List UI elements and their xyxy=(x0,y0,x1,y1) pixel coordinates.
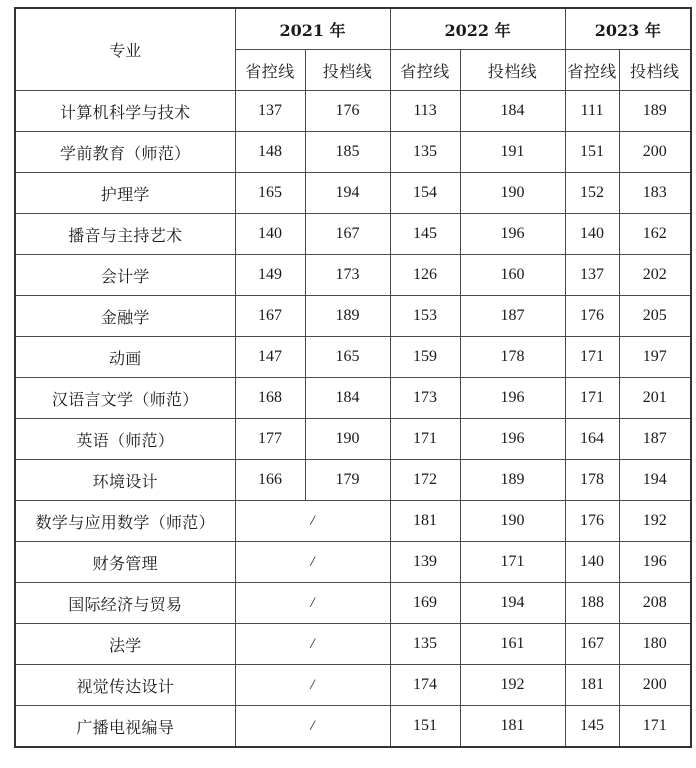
control-line-2022-cell: 135 xyxy=(390,624,460,665)
admission-line-2021-cell: 184 xyxy=(305,378,390,419)
control-line-2023-cell: 188 xyxy=(565,583,619,624)
admission-line-2022-cell: 161 xyxy=(460,624,565,665)
control-line-2023-cell: 140 xyxy=(565,214,619,255)
major-name-cell: 会计学 xyxy=(15,255,235,296)
no-data-2021-cell: / xyxy=(235,665,390,706)
control-line-2021-cell: 165 xyxy=(235,173,305,214)
admission-line-2023-cell: 208 xyxy=(619,583,691,624)
admission-line-2021-cell: 173 xyxy=(305,255,390,296)
control-line-2022-cell: 171 xyxy=(390,419,460,460)
table-row xyxy=(15,91,691,132)
major-name-cell: 播音与主持艺术 xyxy=(15,214,235,255)
no-data-2021-cell: / xyxy=(235,624,390,665)
admission-line-2022-cell: 190 xyxy=(460,173,565,214)
year-2023-header: 2023 年 xyxy=(565,8,691,50)
table-row xyxy=(15,665,691,706)
admission-line-2023-cell: 196 xyxy=(619,542,691,583)
control-line-2023-cell: 181 xyxy=(565,665,619,706)
control-line-2023-cell: 178 xyxy=(565,460,619,501)
control-line-2022-cell: 169 xyxy=(390,583,460,624)
major-name-cell: 动画 xyxy=(15,337,235,378)
admission-line-2022-cell: 181 xyxy=(460,706,565,748)
admission-line-2023-cell: 187 xyxy=(619,419,691,460)
control-line-2022-cell: 159 xyxy=(390,337,460,378)
no-data-2021-cell: / xyxy=(235,583,390,624)
admission-line-2023-cell: 171 xyxy=(619,706,691,748)
admission-line-2022-cell: 196 xyxy=(460,378,565,419)
control-line-2023-cell: 164 xyxy=(565,419,619,460)
admission-line-2023-cell: 192 xyxy=(619,501,691,542)
no-data-2021-cell: / xyxy=(235,706,390,748)
admission-line-2023-cell: 194 xyxy=(619,460,691,501)
admission-line-2023-cell: 180 xyxy=(619,624,691,665)
year-2022-header: 2022 年 xyxy=(390,8,565,50)
control-line-header-2023: 省控线 xyxy=(565,50,619,91)
admission-line-2022-cell: 189 xyxy=(460,460,565,501)
admission-line-2022-cell: 184 xyxy=(460,91,565,132)
admission-scores-table-wrap xyxy=(14,7,690,748)
control-line-2023-cell: 171 xyxy=(565,337,619,378)
major-name-cell: 英语（师范） xyxy=(15,419,235,460)
admission-line-2023-cell: 162 xyxy=(619,214,691,255)
control-line-2021-cell: 168 xyxy=(235,378,305,419)
table-row xyxy=(15,706,691,748)
control-line-2023-cell: 176 xyxy=(565,501,619,542)
control-line-2021-cell: 166 xyxy=(235,460,305,501)
admission-line-2022-cell: 192 xyxy=(460,665,565,706)
control-line-2022-cell: 113 xyxy=(390,91,460,132)
admission-line-header-2023: 投档线 xyxy=(619,50,691,91)
control-line-2023-cell: 111 xyxy=(565,91,619,132)
major-name-cell: 视觉传达设计 xyxy=(15,665,235,706)
table-row xyxy=(15,501,691,542)
no-data-2021-cell: / xyxy=(235,501,390,542)
control-line-2022-cell: 151 xyxy=(390,706,460,748)
year-2021-header: 2021 年 xyxy=(235,8,390,50)
major-column-header: 专业 xyxy=(15,8,235,91)
major-name-cell: 数学与应用数学（师范） xyxy=(15,501,235,542)
admission-line-2021-cell: 176 xyxy=(305,91,390,132)
admission-line-2022-cell: 160 xyxy=(460,255,565,296)
admission-line-2022-cell: 196 xyxy=(460,419,565,460)
admission-line-2022-cell: 190 xyxy=(460,501,565,542)
control-line-2022-cell: 145 xyxy=(390,214,460,255)
control-line-header-2021: 省控线 xyxy=(235,50,305,91)
admission-line-2023-cell: 197 xyxy=(619,337,691,378)
control-line-2022-cell: 154 xyxy=(390,173,460,214)
admission-scores-table xyxy=(14,7,692,748)
admission-line-header-2022: 投档线 xyxy=(460,50,565,91)
control-line-2022-cell: 153 xyxy=(390,296,460,337)
control-line-2022-cell: 173 xyxy=(390,378,460,419)
admission-line-2021-cell: 185 xyxy=(305,132,390,173)
admission-line-2022-cell: 178 xyxy=(460,337,565,378)
control-line-2021-cell: 177 xyxy=(235,419,305,460)
control-line-2023-cell: 171 xyxy=(565,378,619,419)
major-name-cell: 广播电视编导 xyxy=(15,706,235,748)
control-line-2022-cell: 135 xyxy=(390,132,460,173)
admission-line-2022-cell: 171 xyxy=(460,542,565,583)
table-row xyxy=(15,296,691,337)
admission-line-header-2021: 投档线 xyxy=(305,50,390,91)
control-line-2023-cell: 151 xyxy=(565,132,619,173)
table-row xyxy=(15,419,691,460)
table-row xyxy=(15,583,691,624)
control-line-2021-cell: 149 xyxy=(235,255,305,296)
admission-line-2022-cell: 194 xyxy=(460,583,565,624)
control-line-header-2022: 省控线 xyxy=(390,50,460,91)
table-row xyxy=(15,214,691,255)
major-name-cell: 学前教育（师范） xyxy=(15,132,235,173)
control-line-2022-cell: 172 xyxy=(390,460,460,501)
admission-line-2021-cell: 165 xyxy=(305,337,390,378)
table-row xyxy=(15,255,691,296)
control-line-2022-cell: 139 xyxy=(390,542,460,583)
admission-line-2023-cell: 183 xyxy=(619,173,691,214)
admission-line-2023-cell: 189 xyxy=(619,91,691,132)
control-line-2021-cell: 137 xyxy=(235,91,305,132)
admission-line-2023-cell: 202 xyxy=(619,255,691,296)
admission-line-2023-cell: 201 xyxy=(619,378,691,419)
control-line-2021-cell: 167 xyxy=(235,296,305,337)
major-name-cell: 计算机科学与技术 xyxy=(15,91,235,132)
table-row xyxy=(15,378,691,419)
control-line-2021-cell: 147 xyxy=(235,337,305,378)
admission-line-2023-cell: 200 xyxy=(619,132,691,173)
admission-line-2021-cell: 189 xyxy=(305,296,390,337)
control-line-2021-cell: 140 xyxy=(235,214,305,255)
control-line-2023-cell: 152 xyxy=(565,173,619,214)
admission-line-2022-cell: 191 xyxy=(460,132,565,173)
control-line-2023-cell: 145 xyxy=(565,706,619,748)
admission-line-2022-cell: 187 xyxy=(460,296,565,337)
control-line-2023-cell: 137 xyxy=(565,255,619,296)
control-line-2022-cell: 126 xyxy=(390,255,460,296)
table-body xyxy=(15,91,691,748)
control-line-2023-cell: 140 xyxy=(565,542,619,583)
table-row xyxy=(15,173,691,214)
table-row xyxy=(15,132,691,173)
major-name-cell: 金融学 xyxy=(15,296,235,337)
no-data-2021-cell: / xyxy=(235,542,390,583)
control-line-2022-cell: 181 xyxy=(390,501,460,542)
admission-line-2021-cell: 179 xyxy=(305,460,390,501)
major-name-cell: 汉语言文学（师范） xyxy=(15,378,235,419)
admission-line-2022-cell: 196 xyxy=(460,214,565,255)
table-row xyxy=(15,624,691,665)
major-name-cell: 护理学 xyxy=(15,173,235,214)
control-line-2021-cell: 148 xyxy=(235,132,305,173)
table-row xyxy=(15,542,691,583)
table-row xyxy=(15,460,691,501)
admission-line-2023-cell: 205 xyxy=(619,296,691,337)
control-line-2023-cell: 176 xyxy=(565,296,619,337)
control-line-2023-cell: 167 xyxy=(565,624,619,665)
major-name-cell: 财务管理 xyxy=(15,542,235,583)
admission-line-2021-cell: 190 xyxy=(305,419,390,460)
control-line-2022-cell: 174 xyxy=(390,665,460,706)
major-name-cell: 环境设计 xyxy=(15,460,235,501)
admission-line-2023-cell: 200 xyxy=(619,665,691,706)
header-row-years xyxy=(15,8,691,50)
major-name-cell: 法学 xyxy=(15,624,235,665)
admission-line-2021-cell: 194 xyxy=(305,173,390,214)
table-row xyxy=(15,337,691,378)
major-name-cell: 国际经济与贸易 xyxy=(15,583,235,624)
admission-line-2021-cell: 167 xyxy=(305,214,390,255)
